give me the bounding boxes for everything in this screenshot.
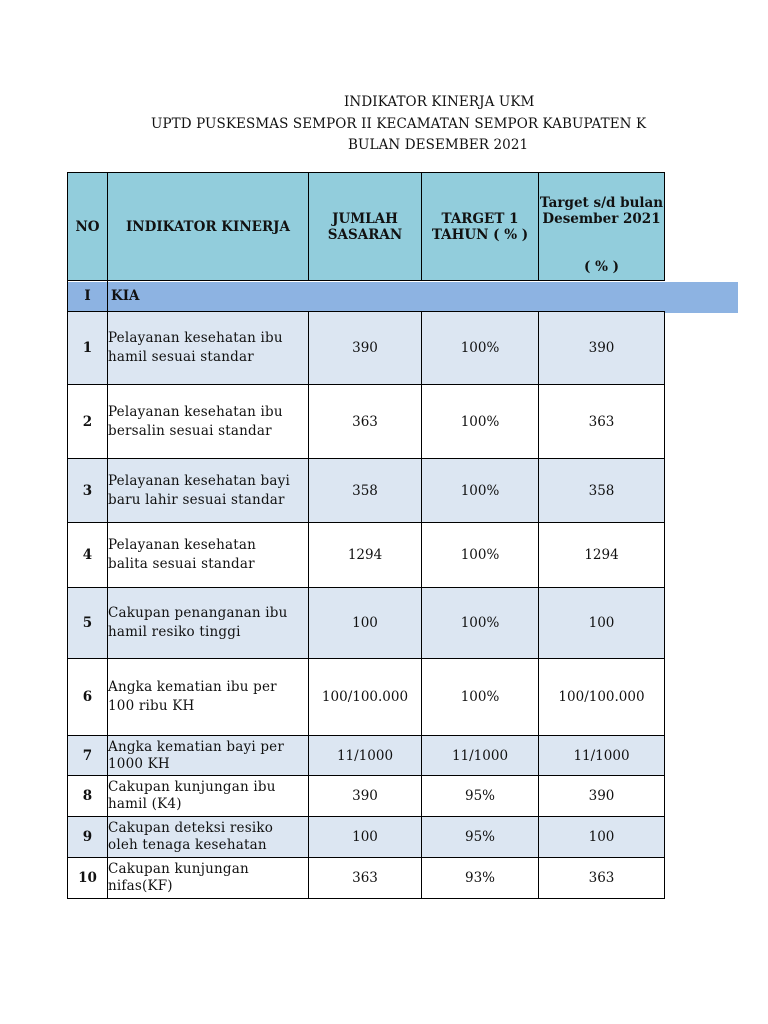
row-target: 93% <box>422 858 539 899</box>
row-indicator <box>108 588 309 659</box>
table-row <box>68 523 665 588</box>
table-row <box>68 588 665 659</box>
header-target-sd-bulan <box>539 173 665 281</box>
row-target: 100% <box>422 312 539 385</box>
row-jumlah: 11/1000 <box>309 736 422 776</box>
header-target-sd-top <box>539 195 664 227</box>
row-indicator <box>108 736 309 776</box>
row-indicator-line2: 1000 KH <box>108 755 170 772</box>
row-indicator-line2: hamil sesuai standar <box>108 349 254 365</box>
row-number: 10 <box>68 858 108 899</box>
row-indicator-line2: baru lahir sesuai standar <box>108 491 285 508</box>
table-row <box>68 776 665 817</box>
row-indicator-line1: Angka kematian ibu per <box>108 679 277 695</box>
row-target-sd: 390 <box>539 776 665 817</box>
row-indicator <box>108 817 309 858</box>
row-number: 2 <box>68 385 108 459</box>
row-number: 6 <box>68 659 108 736</box>
row-indicator <box>108 858 309 899</box>
row-target-sd: 100 <box>539 817 665 858</box>
row-target-sd: 100/100.000 <box>539 659 665 736</box>
row-number: 4 <box>68 523 108 588</box>
row-indicator <box>108 776 309 817</box>
row-indicator-line2: nifas(KF) <box>108 878 173 894</box>
row-target: 100% <box>422 588 539 659</box>
row-number: 3 <box>68 459 108 523</box>
row-jumlah: 1294 <box>309 523 422 588</box>
row-indicator-line1: Cakupan penanganan ibu <box>108 605 288 621</box>
row-target: 100% <box>422 385 539 459</box>
row-jumlah: 358 <box>309 459 422 523</box>
table-row <box>68 817 665 858</box>
row-number: 1 <box>68 312 108 385</box>
table-row <box>68 736 665 776</box>
header-target-line1: TARGET 1 <box>441 210 519 227</box>
row-indicator-line1: Cakupan kunjungan ibu <box>108 779 276 795</box>
header-no: NO <box>68 173 108 281</box>
row-indicator <box>108 312 309 385</box>
row-target-sd: 11/1000 <box>539 736 665 776</box>
row-indicator-line1: Pelayanan kesehatan ibu <box>108 330 283 346</box>
row-jumlah: 363 <box>309 858 422 899</box>
row-jumlah: 100 <box>309 588 422 659</box>
row-indicator-line1: Pelayanan kesehatan <box>108 537 257 553</box>
table-row <box>68 659 665 736</box>
row-target-sd: 358 <box>539 459 665 523</box>
row-indicator-line1: Angka kematian bayi per <box>108 738 285 755</box>
row-target: 100% <box>422 459 539 523</box>
header-jumlah-sasaran <box>309 173 422 281</box>
row-indicator <box>108 659 309 736</box>
table-row <box>68 858 665 899</box>
header-target-sd-line3: ( % ) <box>583 259 619 275</box>
section-row-kia <box>68 281 665 312</box>
row-jumlah: 363 <box>309 385 422 459</box>
header-jumlah-line1: JUMLAH <box>332 210 398 227</box>
row-indicator-line1: Pelayanan kesehatan bayi <box>108 472 290 489</box>
header-target-line2: TAHUN ( % ) <box>431 226 529 243</box>
row-indicator-line2: bersalin sesuai standar <box>108 422 272 439</box>
document-title: INDIKATOR KINERJA UKM <box>344 94 535 110</box>
row-target: 100% <box>422 523 539 588</box>
indicator-table <box>67 172 665 899</box>
header-indikator: INDIKATOR KINERJA <box>108 173 309 281</box>
row-target: 100% <box>422 659 539 736</box>
header-target-1-tahun <box>422 173 539 281</box>
header-target-sd-line1: Target s/d bulan <box>539 195 664 211</box>
table-row <box>68 385 665 459</box>
row-target-sd: 100 <box>539 588 665 659</box>
row-target-sd: 363 <box>539 858 665 899</box>
row-indicator-line2: hamil resiko tinggi <box>108 624 241 640</box>
row-jumlah: 100/100.000 <box>309 659 422 736</box>
row-jumlah: 390 <box>309 776 422 817</box>
row-indicator-line1: Pelayanan kesehatan ibu <box>108 403 283 420</box>
row-indicator <box>108 385 309 459</box>
table-row <box>68 312 665 385</box>
row-indicator-line1: Cakupan deteksi resiko <box>108 820 274 836</box>
row-indicator <box>108 459 309 523</box>
row-target: 95% <box>422 776 539 817</box>
row-number: 7 <box>68 736 108 776</box>
row-number: 9 <box>68 817 108 858</box>
row-target-sd: 1294 <box>539 523 665 588</box>
row-target-sd: 363 <box>539 385 665 459</box>
row-indicator <box>108 523 309 588</box>
row-indicator-line1: Cakupan kunjungan <box>108 861 249 877</box>
document-title-block <box>0 0 768 160</box>
section-number: I <box>68 281 108 312</box>
table-row <box>68 459 665 523</box>
row-indicator-line2: 100 ribu KH <box>108 698 195 714</box>
document-period: BULAN DESEMBER 2021 <box>348 137 529 153</box>
row-target: 11/1000 <box>422 736 539 776</box>
row-indicator-line2: oleh tenaga kesehatan <box>108 837 267 853</box>
document-subtitle: UPTD PUSKESMAS SEMPOR II KECAMATAN SEMPOR KABUPATEN K <box>151 116 647 132</box>
row-indicator-line2: balita sesuai standar <box>108 556 255 572</box>
row-target-sd: 390 <box>539 312 665 385</box>
row-jumlah: 390 <box>309 312 422 385</box>
row-target: 95% <box>422 817 539 858</box>
section-label: KIA <box>108 281 665 312</box>
row-jumlah: 100 <box>309 817 422 858</box>
table-header-row <box>68 173 665 281</box>
row-indicator-line2: hamil (K4) <box>108 796 182 812</box>
row-number: 8 <box>68 776 108 817</box>
row-number: 5 <box>68 588 108 659</box>
header-jumlah-line2: SASARAN <box>327 226 403 243</box>
header-target-sd-line2: Desember 2021 <box>542 211 661 227</box>
